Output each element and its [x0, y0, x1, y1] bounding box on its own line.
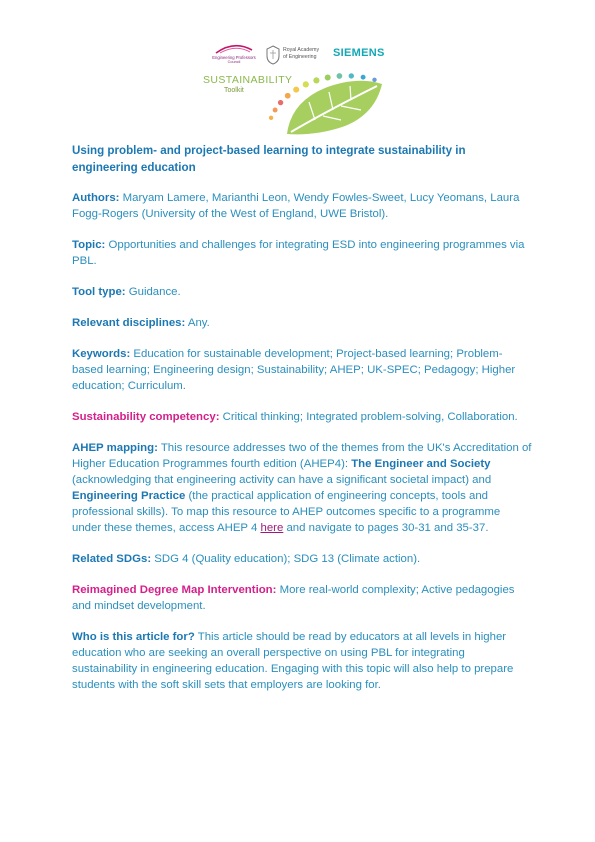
- ahep-label: AHEP mapping:: [72, 442, 158, 454]
- document-header: [0, 0, 595, 140]
- intervention-field: [72, 582, 532, 614]
- keywords-label: Keywords:: [72, 348, 131, 360]
- ahep-text-4: and navigate to pages 30-31 and 35-37.: [286, 522, 489, 534]
- disciplines-value: Any.: [187, 317, 210, 329]
- toolkit-title: SUSTAINABILITY: [203, 74, 293, 86]
- sustainability-toolkit-logo: [195, 62, 395, 137]
- disciplines-field: [72, 315, 532, 331]
- topic-label: Topic:: [72, 239, 106, 251]
- audience-field: [72, 629, 532, 693]
- decorative-dot: [303, 81, 309, 87]
- decorative-dot: [293, 87, 299, 93]
- keywords-field: [72, 346, 532, 394]
- topic-field: [72, 237, 532, 269]
- document-body: [72, 142, 532, 708]
- ahep-text-1: This resource addresses two of the themes from the UK's Accreditation of Higher Education Programmes fourth edition (AHEP4):: [72, 442, 532, 470]
- competency-label: Sustainability competency:: [72, 411, 220, 423]
- intervention-label: Reimagined Degree Map Intervention:: [72, 584, 277, 596]
- competency-field: [72, 409, 532, 425]
- epc-logo-line1: Engineering Professors: [212, 55, 256, 60]
- audience-value: This article should be read by educators at all levels in higher education who are seeking an overall perspective on using PBL for integrating sustainability in engineering education. Engaging with this topic will also help to prepare students with the soft skill sets that employers are looking for.: [72, 631, 514, 691]
- epc-arc-icon: [214, 44, 254, 54]
- authors-value: Maryam Lamere, Marianthi Leon, Wendy Fowles-Sweet, Lucy Yeomans, Laura Fogg-Rogers (University of the West of England, UWE Bristol).: [72, 192, 520, 220]
- decorative-dot: [325, 74, 331, 80]
- sdgs-label: Related SDGs:: [72, 553, 152, 565]
- decorative-dot: [349, 73, 354, 78]
- authors-field: [72, 190, 532, 222]
- decorative-dot: [278, 100, 283, 105]
- rae-logo-line1: Royal Academy: [283, 47, 320, 53]
- audience-label: Who is this article for?: [72, 631, 195, 643]
- decorative-dot: [361, 75, 366, 80]
- disciplines-label: Relevant disciplines:: [72, 317, 186, 329]
- ahep-text-2: (acknowledging that engineering activity can have a significant societal impact) and: [72, 474, 492, 486]
- ahep-here-link[interactable]: here: [260, 522, 284, 534]
- topic-value: Opportunities and challenges for integrating ESD into engineering programmes via PBL.: [72, 239, 525, 267]
- toolkit-subtitle: Toolkit: [224, 87, 244, 94]
- ahep-theme-engineering-practice: Engineering Practice: [72, 490, 186, 502]
- keywords-value: Education for sustainable development; Project-based learning; Problem-based learning; Engineering design; Sustainability; AHEP; UK-SPEC; Pedagogy; Higher education; Curriculum.: [72, 348, 516, 392]
- authors-label: Authors:: [72, 192, 120, 204]
- article-title: Using problem- and project-based learning to integrate sustainability in engineering education: [72, 144, 466, 174]
- tool-type-label: Tool type:: [72, 286, 126, 298]
- sdgs-value: SDG 4 (Quality education); SDG 13 (Climate action).: [154, 553, 421, 565]
- ahep-theme-engineer-society: The Engineer and Society: [351, 458, 491, 470]
- siemens-logo: SIEMENS: [333, 47, 385, 59]
- decorative-dot: [273, 108, 278, 113]
- epc-logo-line2: Council: [227, 60, 241, 64]
- ahep-field: [72, 440, 532, 536]
- ahep-text-3: (the practical application of engineering concepts, tools and professional skills). To map this resource to AHEP outcomes specific to a programme under these themes, access AHEP 4: [72, 490, 501, 534]
- intervention-value: More real-world complexity; Active pedagogies and mindset development.: [72, 584, 515, 612]
- decorative-dot: [337, 73, 343, 79]
- sdgs-field: [72, 551, 532, 567]
- rae-logo-line2: of Engineering: [283, 54, 317, 60]
- tool-type-value: Guidance.: [128, 286, 181, 298]
- competency-value: Critical thinking; Integrated problem-solving, Collaboration.: [222, 411, 518, 423]
- decorative-dot: [285, 93, 291, 99]
- tool-type-field: [72, 284, 532, 300]
- decorative-dot: [313, 77, 319, 83]
- decorative-dot: [372, 78, 376, 82]
- decorative-dot: [269, 116, 273, 120]
